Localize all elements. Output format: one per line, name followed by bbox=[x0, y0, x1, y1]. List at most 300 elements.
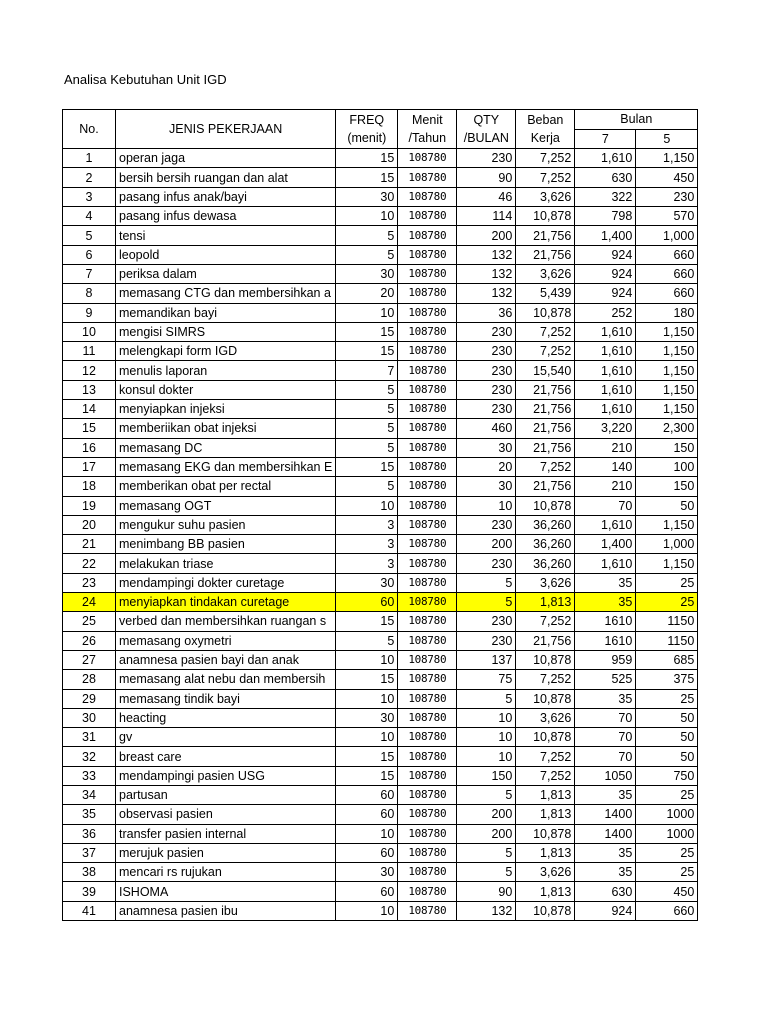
cell-bulan-5: 685 bbox=[636, 650, 698, 669]
cell-jenis-pekerjaan: leopold bbox=[116, 245, 336, 264]
header-qty bbox=[457, 110, 516, 149]
cell-no: 8 bbox=[63, 284, 116, 303]
cell-qty-bulan: 230 bbox=[457, 631, 516, 650]
cell-no: 9 bbox=[63, 303, 116, 322]
cell-jenis-pekerjaan: anamnesa pasien bayi dan anak bbox=[116, 650, 336, 669]
table-row bbox=[63, 901, 698, 920]
cell-freq: 30 bbox=[336, 187, 398, 206]
cell-menit-tahun: 108780 bbox=[398, 573, 457, 592]
cell-beban-kerja: 21,756 bbox=[516, 438, 575, 457]
cell-bulan-7: 1,610 bbox=[575, 149, 636, 168]
cell-beban-kerja: 21,756 bbox=[516, 477, 575, 496]
cell-no: 12 bbox=[63, 361, 116, 380]
cell-menit-tahun: 108780 bbox=[398, 785, 457, 804]
cell-no: 20 bbox=[63, 515, 116, 534]
cell-jenis-pekerjaan: memasang CTG dan membersihkan a bbox=[116, 284, 336, 303]
cell-freq: 3 bbox=[336, 515, 398, 534]
cell-bulan-7: 924 bbox=[575, 901, 636, 920]
cell-menit-tahun: 108780 bbox=[398, 361, 457, 380]
cell-jenis-pekerjaan: memberiikan obat injeksi bbox=[116, 419, 336, 438]
cell-beban-kerja: 10,878 bbox=[516, 207, 575, 226]
cell-jenis-pekerjaan: merujuk pasien bbox=[116, 843, 336, 862]
cell-qty-bulan: 132 bbox=[457, 245, 516, 264]
cell-no: 24 bbox=[63, 593, 116, 612]
table-row bbox=[63, 824, 698, 843]
cell-qty-bulan: 230 bbox=[457, 149, 516, 168]
cell-bulan-7: 35 bbox=[575, 593, 636, 612]
cell-freq: 60 bbox=[336, 882, 398, 901]
table-row bbox=[63, 149, 698, 168]
cell-beban-kerja: 3,626 bbox=[516, 264, 575, 283]
cell-bulan-7: 1610 bbox=[575, 612, 636, 631]
cell-beban-kerja: 36,260 bbox=[516, 515, 575, 534]
cell-qty-bulan: 75 bbox=[457, 670, 516, 689]
table-row bbox=[63, 631, 698, 650]
table-row bbox=[63, 766, 698, 785]
cell-qty-bulan: 137 bbox=[457, 650, 516, 669]
cell-no: 29 bbox=[63, 689, 116, 708]
cell-beban-kerja: 10,878 bbox=[516, 901, 575, 920]
cell-bulan-7: 210 bbox=[575, 438, 636, 457]
cell-bulan-7: 924 bbox=[575, 284, 636, 303]
cell-bulan-7: 1,610 bbox=[575, 515, 636, 534]
cell-menit-tahun: 108780 bbox=[398, 650, 457, 669]
table-row bbox=[63, 361, 698, 380]
cell-qty-bulan: 30 bbox=[457, 477, 516, 496]
cell-jenis-pekerjaan: partusan bbox=[116, 785, 336, 804]
cell-beban-kerja: 21,756 bbox=[516, 400, 575, 419]
cell-freq: 10 bbox=[336, 496, 398, 515]
cell-qty-bulan: 230 bbox=[457, 554, 516, 573]
cell-freq: 7 bbox=[336, 361, 398, 380]
cell-beban-kerja: 7,252 bbox=[516, 149, 575, 168]
cell-bulan-5: 100 bbox=[636, 457, 698, 476]
cell-qty-bulan: 230 bbox=[457, 400, 516, 419]
cell-beban-kerja: 21,756 bbox=[516, 245, 575, 264]
cell-bulan-5: 1,000 bbox=[636, 226, 698, 245]
cell-no: 33 bbox=[63, 766, 116, 785]
header-no: No. bbox=[63, 110, 116, 149]
cell-freq: 15 bbox=[336, 670, 398, 689]
cell-qty-bulan: 114 bbox=[457, 207, 516, 226]
cell-menit-tahun: 108780 bbox=[398, 631, 457, 650]
table-row bbox=[63, 400, 698, 419]
cell-jenis-pekerjaan: menyiapkan injeksi bbox=[116, 400, 336, 419]
cell-freq: 10 bbox=[336, 728, 398, 747]
cell-jenis-pekerjaan: melakukan triase bbox=[116, 554, 336, 573]
table-row bbox=[63, 245, 698, 264]
table-row bbox=[63, 708, 698, 727]
cell-beban-kerja: 7,252 bbox=[516, 168, 575, 187]
header-bulan: Bulan bbox=[575, 110, 698, 130]
table-row bbox=[63, 593, 698, 612]
cell-freq: 10 bbox=[336, 901, 398, 920]
cell-bulan-7: 1400 bbox=[575, 805, 636, 824]
cell-jenis-pekerjaan: periksa dalam bbox=[116, 264, 336, 283]
cell-freq: 10 bbox=[336, 824, 398, 843]
table-row bbox=[63, 612, 698, 631]
cell-no: 13 bbox=[63, 380, 116, 399]
cell-menit-tahun: 108780 bbox=[398, 689, 457, 708]
cell-no: 32 bbox=[63, 747, 116, 766]
cell-bulan-7: 924 bbox=[575, 245, 636, 264]
cell-beban-kerja: 10,878 bbox=[516, 650, 575, 669]
cell-freq: 5 bbox=[336, 477, 398, 496]
cell-menit-tahun: 108780 bbox=[398, 728, 457, 747]
cell-bulan-7: 322 bbox=[575, 187, 636, 206]
cell-bulan-5: 1000 bbox=[636, 805, 698, 824]
cell-bulan-5: 50 bbox=[636, 496, 698, 515]
table-row bbox=[63, 264, 698, 283]
cell-qty-bulan: 200 bbox=[457, 805, 516, 824]
cell-no: 34 bbox=[63, 785, 116, 804]
cell-beban-kerja: 3,626 bbox=[516, 708, 575, 727]
cell-bulan-5: 1,150 bbox=[636, 554, 698, 573]
table-row bbox=[63, 496, 698, 515]
cell-bulan-7: 210 bbox=[575, 477, 636, 496]
cell-qty-bulan: 90 bbox=[457, 882, 516, 901]
cell-menit-tahun: 108780 bbox=[398, 187, 457, 206]
cell-freq: 5 bbox=[336, 400, 398, 419]
cell-bulan-7: 1050 bbox=[575, 766, 636, 785]
cell-bulan-7: 35 bbox=[575, 785, 636, 804]
cell-qty-bulan: 230 bbox=[457, 612, 516, 631]
cell-menit-tahun: 108780 bbox=[398, 535, 457, 554]
header-menit-line1: Menit bbox=[412, 113, 443, 128]
header-bulan-7: 7 bbox=[575, 129, 636, 149]
cell-beban-kerja: 3,626 bbox=[516, 863, 575, 882]
table-row bbox=[63, 284, 698, 303]
table-row bbox=[63, 438, 698, 457]
cell-freq: 30 bbox=[336, 573, 398, 592]
cell-beban-kerja: 1,813 bbox=[516, 882, 575, 901]
cell-bulan-7: 959 bbox=[575, 650, 636, 669]
cell-qty-bulan: 10 bbox=[457, 496, 516, 515]
page-title: Analisa Kebutuhan Unit IGD bbox=[64, 72, 227, 87]
cell-freq: 15 bbox=[336, 149, 398, 168]
cell-bulan-7: 1,610 bbox=[575, 322, 636, 341]
table-row bbox=[63, 187, 698, 206]
cell-menit-tahun: 108780 bbox=[398, 882, 457, 901]
table-row bbox=[63, 168, 698, 187]
cell-bulan-5: 660 bbox=[636, 264, 698, 283]
cell-no: 31 bbox=[63, 728, 116, 747]
cell-freq: 10 bbox=[336, 207, 398, 226]
table-row bbox=[63, 226, 698, 245]
cell-no: 7 bbox=[63, 264, 116, 283]
cell-menit-tahun: 108780 bbox=[398, 593, 457, 612]
cell-menit-tahun: 108780 bbox=[398, 284, 457, 303]
table-row bbox=[63, 728, 698, 747]
cell-qty-bulan: 46 bbox=[457, 187, 516, 206]
cell-beban-kerja: 10,878 bbox=[516, 824, 575, 843]
cell-freq: 3 bbox=[336, 554, 398, 573]
cell-qty-bulan: 90 bbox=[457, 168, 516, 187]
cell-freq: 15 bbox=[336, 168, 398, 187]
cell-beban-kerja: 36,260 bbox=[516, 554, 575, 573]
cell-bulan-5: 1150 bbox=[636, 612, 698, 631]
cell-bulan-7: 70 bbox=[575, 708, 636, 727]
cell-freq: 60 bbox=[336, 843, 398, 862]
cell-no: 30 bbox=[63, 708, 116, 727]
cell-bulan-7: 1,610 bbox=[575, 380, 636, 399]
cell-bulan-5: 570 bbox=[636, 207, 698, 226]
cell-jenis-pekerjaan: memasang OGT bbox=[116, 496, 336, 515]
cell-qty-bulan: 5 bbox=[457, 785, 516, 804]
cell-no: 37 bbox=[63, 843, 116, 862]
cell-jenis-pekerjaan: breast care bbox=[116, 747, 336, 766]
cell-freq: 15 bbox=[336, 766, 398, 785]
cell-bulan-5: 1,150 bbox=[636, 322, 698, 341]
cell-no: 2 bbox=[63, 168, 116, 187]
cell-beban-kerja: 21,756 bbox=[516, 380, 575, 399]
cell-menit-tahun: 108780 bbox=[398, 496, 457, 515]
header-menit bbox=[398, 110, 457, 149]
cell-no: 14 bbox=[63, 400, 116, 419]
cell-qty-bulan: 5 bbox=[457, 573, 516, 592]
header-freq-line1: FREQ bbox=[349, 113, 385, 128]
table-row bbox=[63, 322, 698, 341]
cell-no: 18 bbox=[63, 477, 116, 496]
cell-menit-tahun: 108780 bbox=[398, 670, 457, 689]
cell-beban-kerja: 10,878 bbox=[516, 496, 575, 515]
header-jenis-pekerjaan: JENIS PEKERJAAN bbox=[116, 110, 336, 149]
cell-bulan-7: 35 bbox=[575, 689, 636, 708]
cell-qty-bulan: 10 bbox=[457, 708, 516, 727]
cell-jenis-pekerjaan: operan jaga bbox=[116, 149, 336, 168]
cell-jenis-pekerjaan: heacting bbox=[116, 708, 336, 727]
cell-freq: 15 bbox=[336, 457, 398, 476]
table-row bbox=[63, 573, 698, 592]
cell-menit-tahun: 108780 bbox=[398, 264, 457, 283]
cell-freq: 15 bbox=[336, 322, 398, 341]
cell-qty-bulan: 5 bbox=[457, 843, 516, 862]
table-row bbox=[63, 805, 698, 824]
cell-freq: 15 bbox=[336, 747, 398, 766]
cell-freq: 5 bbox=[336, 380, 398, 399]
cell-freq: 5 bbox=[336, 438, 398, 457]
cell-qty-bulan: 20 bbox=[457, 457, 516, 476]
cell-jenis-pekerjaan: pasang infus dewasa bbox=[116, 207, 336, 226]
cell-beban-kerja: 7,252 bbox=[516, 747, 575, 766]
cell-beban-kerja: 10,878 bbox=[516, 728, 575, 747]
cell-menit-tahun: 108780 bbox=[398, 747, 457, 766]
table-row bbox=[63, 380, 698, 399]
cell-freq: 5 bbox=[336, 419, 398, 438]
cell-no: 22 bbox=[63, 554, 116, 573]
cell-menit-tahun: 108780 bbox=[398, 303, 457, 322]
cell-freq: 30 bbox=[336, 708, 398, 727]
cell-bulan-5: 180 bbox=[636, 303, 698, 322]
cell-no: 4 bbox=[63, 207, 116, 226]
cell-no: 41 bbox=[63, 901, 116, 920]
cell-bulan-5: 660 bbox=[636, 245, 698, 264]
cell-bulan-7: 35 bbox=[575, 863, 636, 882]
cell-bulan-5: 25 bbox=[636, 863, 698, 882]
cell-bulan-7: 70 bbox=[575, 728, 636, 747]
cell-qty-bulan: 132 bbox=[457, 901, 516, 920]
cell-beban-kerja: 1,813 bbox=[516, 843, 575, 862]
cell-bulan-5: 1,150 bbox=[636, 149, 698, 168]
cell-no: 19 bbox=[63, 496, 116, 515]
cell-qty-bulan: 5 bbox=[457, 593, 516, 612]
cell-no: 35 bbox=[63, 805, 116, 824]
cell-jenis-pekerjaan: memasang DC bbox=[116, 438, 336, 457]
cell-jenis-pekerjaan: tensi bbox=[116, 226, 336, 245]
cell-no: 26 bbox=[63, 631, 116, 650]
cell-bulan-5: 1150 bbox=[636, 631, 698, 650]
cell-bulan-5: 50 bbox=[636, 708, 698, 727]
header-qty-line1: QTY bbox=[473, 113, 500, 128]
cell-bulan-5: 1000 bbox=[636, 824, 698, 843]
cell-no: 15 bbox=[63, 419, 116, 438]
cell-jenis-pekerjaan: transfer pasien internal bbox=[116, 824, 336, 843]
table-row bbox=[63, 882, 698, 901]
cell-bulan-7: 1,610 bbox=[575, 400, 636, 419]
cell-menit-tahun: 108780 bbox=[398, 824, 457, 843]
header-beban bbox=[516, 110, 575, 149]
cell-menit-tahun: 108780 bbox=[398, 168, 457, 187]
cell-no: 1 bbox=[63, 149, 116, 168]
cell-qty-bulan: 230 bbox=[457, 361, 516, 380]
cell-bulan-5: 25 bbox=[636, 689, 698, 708]
cell-menit-tahun: 108780 bbox=[398, 322, 457, 341]
cell-menit-tahun: 108780 bbox=[398, 863, 457, 882]
cell-menit-tahun: 108780 bbox=[398, 226, 457, 245]
table-body bbox=[63, 149, 698, 921]
cell-bulan-5: 750 bbox=[636, 766, 698, 785]
cell-beban-kerja: 7,252 bbox=[516, 670, 575, 689]
cell-bulan-7: 1400 bbox=[575, 824, 636, 843]
cell-jenis-pekerjaan: mengisi SIMRS bbox=[116, 322, 336, 341]
cell-no: 16 bbox=[63, 438, 116, 457]
cell-qty-bulan: 200 bbox=[457, 226, 516, 245]
cell-bulan-5: 1,150 bbox=[636, 515, 698, 534]
cell-bulan-5: 1,150 bbox=[636, 361, 698, 380]
cell-beban-kerja: 1,813 bbox=[516, 593, 575, 612]
table-row bbox=[63, 843, 698, 862]
cell-beban-kerja: 36,260 bbox=[516, 535, 575, 554]
cell-no: 5 bbox=[63, 226, 116, 245]
header-freq bbox=[336, 110, 398, 149]
cell-menit-tahun: 108780 bbox=[398, 805, 457, 824]
cell-beban-kerja: 21,756 bbox=[516, 226, 575, 245]
cell-menit-tahun: 108780 bbox=[398, 149, 457, 168]
cell-menit-tahun: 108780 bbox=[398, 207, 457, 226]
cell-qty-bulan: 230 bbox=[457, 342, 516, 361]
cell-beban-kerja: 21,756 bbox=[516, 419, 575, 438]
cell-bulan-5: 450 bbox=[636, 168, 698, 187]
cell-freq: 60 bbox=[336, 785, 398, 804]
cell-beban-kerja: 7,252 bbox=[516, 457, 575, 476]
cell-bulan-5: 150 bbox=[636, 438, 698, 457]
cell-freq: 5 bbox=[336, 245, 398, 264]
table-row bbox=[63, 515, 698, 534]
cell-menit-tahun: 108780 bbox=[398, 901, 457, 920]
cell-bulan-7: 798 bbox=[575, 207, 636, 226]
cell-no: 3 bbox=[63, 187, 116, 206]
cell-jenis-pekerjaan: pasang infus anak/bayi bbox=[116, 187, 336, 206]
cell-beban-kerja: 21,756 bbox=[516, 631, 575, 650]
workload-table bbox=[62, 109, 698, 921]
cell-freq: 20 bbox=[336, 284, 398, 303]
cell-jenis-pekerjaan: memandikan bayi bbox=[116, 303, 336, 322]
cell-menit-tahun: 108780 bbox=[398, 438, 457, 457]
cell-no: 11 bbox=[63, 342, 116, 361]
cell-jenis-pekerjaan: bersih bersih ruangan dan alat bbox=[116, 168, 336, 187]
cell-beban-kerja: 7,252 bbox=[516, 342, 575, 361]
cell-jenis-pekerjaan: mendampingi pasien USG bbox=[116, 766, 336, 785]
cell-qty-bulan: 132 bbox=[457, 284, 516, 303]
cell-menit-tahun: 108780 bbox=[398, 766, 457, 785]
cell-bulan-5: 230 bbox=[636, 187, 698, 206]
cell-jenis-pekerjaan: verbed dan membersihkan ruangan s bbox=[116, 612, 336, 631]
cell-bulan-5: 50 bbox=[636, 728, 698, 747]
cell-freq: 30 bbox=[336, 863, 398, 882]
cell-qty-bulan: 5 bbox=[457, 689, 516, 708]
cell-menit-tahun: 108780 bbox=[398, 400, 457, 419]
cell-bulan-5: 25 bbox=[636, 593, 698, 612]
cell-menit-tahun: 108780 bbox=[398, 245, 457, 264]
cell-jenis-pekerjaan: memasang alat nebu dan membersih bbox=[116, 670, 336, 689]
cell-bulan-7: 1,610 bbox=[575, 554, 636, 573]
cell-beban-kerja: 3,626 bbox=[516, 187, 575, 206]
cell-no: 27 bbox=[63, 650, 116, 669]
cell-no: 6 bbox=[63, 245, 116, 264]
cell-beban-kerja: 5,439 bbox=[516, 284, 575, 303]
cell-menit-tahun: 108780 bbox=[398, 843, 457, 862]
cell-jenis-pekerjaan: mengukur suhu pasien bbox=[116, 515, 336, 534]
cell-bulan-7: 630 bbox=[575, 882, 636, 901]
cell-bulan-5: 660 bbox=[636, 901, 698, 920]
header-bulan-5: 5 bbox=[636, 129, 698, 149]
cell-bulan-5: 150 bbox=[636, 477, 698, 496]
cell-beban-kerja: 7,252 bbox=[516, 322, 575, 341]
cell-no: 36 bbox=[63, 824, 116, 843]
cell-beban-kerja: 1,813 bbox=[516, 785, 575, 804]
cell-bulan-7: 1,400 bbox=[575, 226, 636, 245]
cell-bulan-7: 525 bbox=[575, 670, 636, 689]
cell-freq: 5 bbox=[336, 226, 398, 245]
cell-bulan-7: 70 bbox=[575, 747, 636, 766]
cell-jenis-pekerjaan: gv bbox=[116, 728, 336, 747]
cell-bulan-7: 3,220 bbox=[575, 419, 636, 438]
cell-no: 38 bbox=[63, 863, 116, 882]
cell-freq: 60 bbox=[336, 805, 398, 824]
cell-freq: 15 bbox=[336, 342, 398, 361]
cell-freq: 5 bbox=[336, 631, 398, 650]
table-row bbox=[63, 207, 698, 226]
cell-jenis-pekerjaan: anamnesa pasien ibu bbox=[116, 901, 336, 920]
cell-qty-bulan: 460 bbox=[457, 419, 516, 438]
cell-beban-kerja: 10,878 bbox=[516, 303, 575, 322]
cell-bulan-5: 2,300 bbox=[636, 419, 698, 438]
cell-menit-tahun: 108780 bbox=[398, 457, 457, 476]
cell-jenis-pekerjaan: mendampingi dokter curetage bbox=[116, 573, 336, 592]
table-row bbox=[63, 689, 698, 708]
cell-bulan-5: 1,150 bbox=[636, 400, 698, 419]
table-row bbox=[63, 342, 698, 361]
cell-bulan-5: 25 bbox=[636, 573, 698, 592]
cell-no: 17 bbox=[63, 457, 116, 476]
table-row bbox=[63, 785, 698, 804]
table-row bbox=[63, 670, 698, 689]
cell-no: 39 bbox=[63, 882, 116, 901]
cell-menit-tahun: 108780 bbox=[398, 515, 457, 534]
cell-bulan-7: 1,400 bbox=[575, 535, 636, 554]
cell-bulan-7: 70 bbox=[575, 496, 636, 515]
cell-jenis-pekerjaan: memasang EKG dan membersihkan E bbox=[116, 457, 336, 476]
